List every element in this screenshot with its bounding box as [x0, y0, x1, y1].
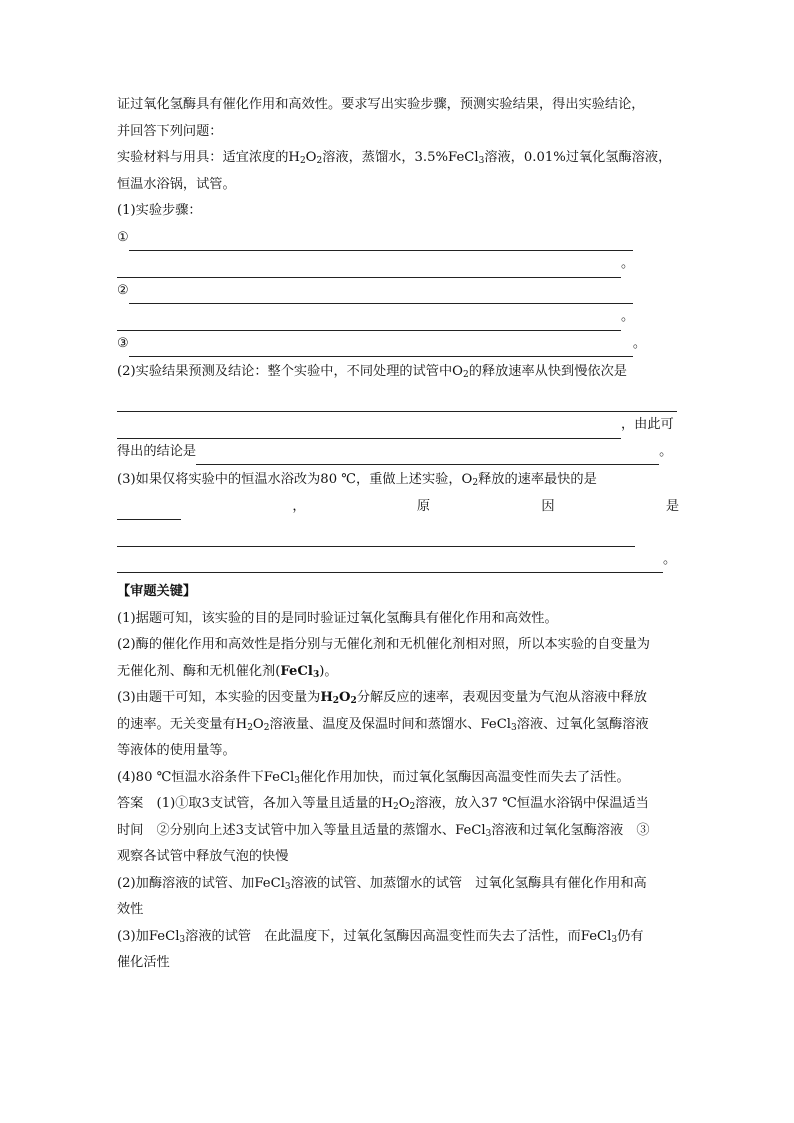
q3-word-1: 原 — [416, 498, 430, 514]
step-3-mark: ③ — [117, 335, 129, 351]
period: 。 — [663, 551, 677, 567]
answer-line-6: (3)加FeCl$_3$溶液的试管 在此温度下，过氧化氢酶因高温变性而失去了活性，而FeCl$_3$仍有 — [117, 928, 644, 945]
q2-blank-row-2 — [117, 412, 679, 439]
q2-blank-1[interactable] — [117, 393, 677, 412]
q2-tail: ，由此可 — [621, 417, 674, 432]
q2-blank-2[interactable] — [117, 420, 621, 439]
step-2-row-2 — [117, 304, 679, 331]
step-2-mark: ② — [117, 282, 129, 298]
period: 。 — [621, 309, 635, 324]
q3-fastest-blank[interactable] — [117, 501, 181, 520]
analysis-p2-line-2: 无催化剂、酶和无机催化剂(FeCl$_3$)。 — [117, 663, 338, 680]
analysis-p1: (1)据题可知，该实验的目的是同时验证过氧化氢酶具有催化作用和高效性。 — [117, 610, 558, 626]
intro-line-1: 证过氧化氢酶具有催化作用和高效性。要求写出实验步骤，预测实验结果，得出实验结论， — [117, 97, 645, 112]
step-label: (1)实验步骤： — [117, 203, 202, 218]
step-1-row-2 — [117, 251, 679, 278]
document-page — [117, 92, 679, 977]
analysis-title: 【审题关键】 — [117, 584, 197, 599]
intro-line-2: 并回答下列问题： — [117, 123, 223, 139]
q3-word-2: 因 — [541, 498, 555, 514]
q3-word-3: 是 — [665, 498, 679, 514]
answer-line-7: 催化活性 — [117, 955, 170, 970]
q3-line-2 — [117, 494, 679, 521]
q3-reason-blank-2[interactable] — [117, 554, 663, 573]
answer-line-1: 答案 (1)①取3支试管，各加入等量且适量的$H_2O_2$溶液，放入37 ℃恒温水浴锅中保温适当 — [117, 796, 649, 812]
step-1-blank-2[interactable] — [117, 259, 621, 278]
analysis-p4: (4)80 ℃恒温水浴条件下FeCl$_3$催化作用加快，而过氧化氢酶因高温变性而失去了活性。 — [117, 769, 630, 786]
period: 。 — [632, 335, 647, 351]
step-3-blank[interactable] — [129, 338, 633, 357]
q3-blank-row-1 — [117, 520, 679, 547]
step-1-blank[interactable] — [129, 232, 633, 251]
q2-conclusion-row — [117, 439, 679, 466]
q3-comma: ， — [292, 498, 306, 514]
q3-reason-blank-1[interactable] — [117, 528, 635, 547]
q3-line-1: (3)如果仅将实验中的恒温水浴改为80 ℃，重做上述实验，$O_2$释放的速率最快的是 — [117, 472, 597, 488]
answer-line-5: 效性 — [117, 902, 144, 917]
answer-line-4: (2)加酶溶液的试管、加FeCl$_3$溶液的试管、加蒸馏水的试管 过氧化氢酶具有催化作用和高 — [117, 875, 647, 892]
q2-conclusion-blank[interactable] — [196, 446, 659, 465]
q2-line-1: (2)实验结果预测及结论：整个实验中，不同处理的试管中$O_2$的释放速率从快到慢依次是 — [117, 364, 627, 380]
step-2-blank[interactable] — [129, 285, 633, 304]
q3-blank-row-2 — [117, 547, 679, 574]
step-3-row — [117, 331, 679, 358]
step-2-row — [117, 278, 679, 305]
q2-blank-row-1 — [117, 386, 679, 413]
analysis-p2-line-1: (2)酶的催化作用和高效性是指分别与无催化剂和无机催化剂相对照，所以本实验的自变量为 — [117, 637, 650, 652]
period: 。 — [659, 443, 673, 459]
period: 。 — [621, 256, 635, 271]
analysis-p3-line-1: (3)由题干可知，本实验的因变量为$H_2O_2$分解反应的速率，表观因变量为气泡从溶液中释放 — [117, 690, 647, 706]
materials-line-1: 实验材料与用具：适宜浓度的$H_2O_2$溶液，蒸馏水，3.5%FeCl$_3$溶液，0.01%过氧化氢酶溶液， — [117, 150, 672, 166]
answer-line-3: 观察各试管中释放气泡的快慢 — [117, 849, 289, 864]
analysis-p3-line-3: 等液体的使用量等。 — [117, 743, 236, 758]
analysis-p3-line-2: 的速率。无关变量有$H_2O_2$溶液量、温度及保温时间和蒸馏水、FeCl$_3$溶液、过氧化氢酶溶液 — [117, 716, 649, 733]
step-1-mark: ① — [117, 229, 129, 245]
step-2-blank-2[interactable] — [117, 312, 621, 331]
materials-line-2: 恒温水浴锅，试管。 — [117, 176, 236, 192]
answer-line-2: 时间 ②分别向上述3支试管中加入等量且适量的蒸馏水、FeCl$_3$溶液和过氧化氢酶溶液 ③ — [117, 822, 650, 839]
step-1-row — [117, 225, 679, 252]
q2-conclusion-label: 得出的结论是 — [117, 443, 197, 459]
